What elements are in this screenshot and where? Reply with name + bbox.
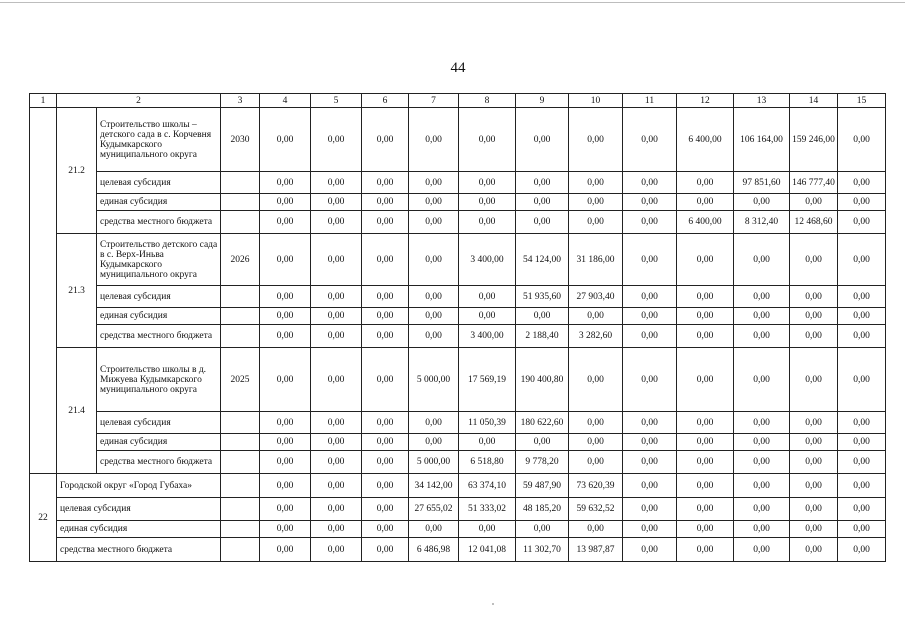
value-cell: 73 620,39	[569, 474, 623, 498]
value-cell: 0,00	[569, 412, 623, 434]
header-row	[30, 94, 886, 108]
value-cell: 0,00	[623, 211, 677, 234]
value-cell: 0,00	[409, 234, 459, 286]
year-cell	[221, 412, 260, 434]
year-cell	[221, 308, 260, 325]
year-cell	[221, 211, 260, 234]
value-cell: 0,00	[311, 434, 362, 451]
value-cell: 0,00	[311, 108, 362, 172]
value-cell: 0,00	[623, 498, 677, 521]
value-cell: 0,00	[790, 451, 838, 474]
value-cell: 0,00	[409, 434, 459, 451]
value-cell: 0,00	[734, 325, 790, 348]
value-cell: 106 164,00	[734, 108, 790, 172]
value-cell: 0,00	[790, 286, 838, 308]
value-cell: 2 188,40	[516, 325, 569, 348]
value-cell: 0,00	[677, 434, 734, 451]
value-cell: 0,00	[838, 521, 886, 538]
value-cell: 0,00	[459, 286, 516, 308]
value-cell: 0,00	[790, 234, 838, 286]
value-cell: 3 400,00	[459, 325, 516, 348]
value-cell: 0,00	[838, 451, 886, 474]
value-cell: 63 374,10	[459, 474, 516, 498]
year-cell	[221, 286, 260, 308]
value-cell: 12 468,60	[790, 211, 838, 234]
value-cell: 180 622,60	[516, 412, 569, 434]
value-cell: 0,00	[623, 108, 677, 172]
value-cell: 0,00	[677, 412, 734, 434]
value-cell: 0,00	[311, 538, 362, 562]
value-cell: 0,00	[409, 286, 459, 308]
value-cell: 0,00	[838, 308, 886, 325]
value-cell: 0,00	[569, 172, 623, 194]
value-cell: 0,00	[623, 172, 677, 194]
value-cell: 3 400,00	[459, 234, 516, 286]
header-cell: 5	[311, 94, 362, 108]
budget-table	[29, 93, 886, 562]
value-cell: 6 518,80	[459, 451, 516, 474]
funding-source: целевая субсидия	[97, 412, 221, 434]
value-cell: 0,00	[677, 474, 734, 498]
year-cell	[221, 194, 260, 211]
year-cell	[221, 538, 260, 562]
funding-row	[30, 451, 886, 474]
project-name: Строительство детского сада в с. Верх-Иньва Кудымкарского муниципального округа	[97, 234, 221, 286]
value-cell: 51 935,60	[516, 286, 569, 308]
project-row	[30, 348, 886, 412]
value-cell: 0,00	[677, 172, 734, 194]
value-cell: 0,00	[409, 172, 459, 194]
value-cell: 0,00	[838, 474, 886, 498]
value-cell: 0,00	[569, 451, 623, 474]
value-cell: 0,00	[362, 434, 409, 451]
value-cell: 0,00	[362, 308, 409, 325]
value-cell: 0,00	[311, 498, 362, 521]
value-cell: 0,00	[623, 451, 677, 474]
header-cell: 8	[459, 94, 516, 108]
value-cell: 0,00	[362, 172, 409, 194]
value-cell: 0,00	[569, 194, 623, 211]
value-cell: 0,00	[362, 498, 409, 521]
value-cell: 0,00	[362, 234, 409, 286]
value-cell: 0,00	[677, 498, 734, 521]
header-cell: 4	[260, 94, 311, 108]
value-cell: 0,00	[362, 348, 409, 412]
value-cell: 0,00	[362, 521, 409, 538]
value-cell: 59 487,90	[516, 474, 569, 498]
funding-row	[30, 286, 886, 308]
value-cell: 0,00	[623, 521, 677, 538]
header-cell: 9	[516, 94, 569, 108]
value-cell: 0,00	[569, 348, 623, 412]
value-cell: 159 246,00	[790, 108, 838, 172]
value-cell: 0,00	[569, 108, 623, 172]
value-cell: 0,00	[409, 412, 459, 434]
value-cell: 0,00	[677, 451, 734, 474]
value-cell: 0,00	[790, 348, 838, 412]
value-cell: 0,00	[516, 521, 569, 538]
value-cell: 97 851,60	[734, 172, 790, 194]
year-cell: 2025	[221, 348, 260, 412]
funding-source: единая субсидия	[97, 434, 221, 451]
value-cell: 0,00	[838, 194, 886, 211]
value-cell: 0,00	[362, 286, 409, 308]
value-cell: 0,00	[734, 348, 790, 412]
value-cell: 0,00	[569, 521, 623, 538]
value-cell: 0,00	[311, 412, 362, 434]
value-cell: 8 312,40	[734, 211, 790, 234]
value-cell: 0,00	[838, 211, 886, 234]
value-cell: 0,00	[409, 325, 459, 348]
value-cell: 0,00	[838, 412, 886, 434]
header-cell: 13	[734, 94, 790, 108]
value-cell: 146 777,40	[790, 172, 838, 194]
value-cell: 0,00	[838, 348, 886, 412]
value-cell: 31 186,00	[569, 234, 623, 286]
funding-source: средства местного бюджета	[57, 538, 221, 562]
value-cell: 0,00	[311, 211, 362, 234]
value-cell: 0,00	[838, 286, 886, 308]
value-cell: 5 000,00	[409, 451, 459, 474]
value-cell: 0,00	[516, 211, 569, 234]
funding-row	[30, 412, 886, 434]
value-cell: 0,00	[409, 521, 459, 538]
value-cell: 0,00	[516, 434, 569, 451]
year-cell	[221, 498, 260, 521]
funding-source: единая субсидия	[97, 194, 221, 211]
project-name: Строительство школы – детского сада в с. Корчевня Кудымкарского муниципального округа	[97, 108, 221, 172]
row-number: 21.4	[57, 348, 97, 474]
header-cell: 1	[30, 94, 57, 108]
value-cell: 27 655,02	[409, 498, 459, 521]
value-cell: 0,00	[677, 194, 734, 211]
value-cell: 0,00	[459, 108, 516, 172]
value-cell: 0,00	[459, 211, 516, 234]
value-cell: 0,00	[838, 538, 886, 562]
value-cell: 59 632,52	[569, 498, 623, 521]
funding-row	[30, 172, 886, 194]
value-cell: 0,00	[311, 325, 362, 348]
scan-speck	[492, 603, 494, 605]
value-cell: 0,00	[260, 521, 311, 538]
funding-source: средства местного бюджета	[97, 451, 221, 474]
value-cell: 0,00	[516, 108, 569, 172]
row-number: 22	[30, 474, 57, 562]
value-cell: 17 569,19	[459, 348, 516, 412]
value-cell: 5 000,00	[409, 348, 459, 412]
row-number: 21.2	[57, 108, 97, 234]
value-cell: 3 282,60	[569, 325, 623, 348]
funding-row	[30, 211, 886, 234]
value-cell: 51 333,02	[459, 498, 516, 521]
value-cell: 0,00	[838, 498, 886, 521]
value-cell: 0,00	[260, 308, 311, 325]
value-cell: 0,00	[790, 498, 838, 521]
value-cell: 0,00	[459, 308, 516, 325]
value-cell: 0,00	[734, 286, 790, 308]
value-cell: 0,00	[459, 521, 516, 538]
funding-row	[30, 521, 886, 538]
value-cell: 0,00	[838, 434, 886, 451]
district-row	[30, 474, 886, 498]
value-cell: 0,00	[516, 308, 569, 325]
header-cell: 11	[623, 94, 677, 108]
project-row	[30, 234, 886, 286]
value-cell: 6 486,98	[409, 538, 459, 562]
value-cell: 0,00	[623, 434, 677, 451]
value-cell: 0,00	[677, 234, 734, 286]
year-cell	[221, 451, 260, 474]
year-cell	[221, 474, 260, 498]
value-cell: 0,00	[260, 451, 311, 474]
value-cell: 0,00	[260, 474, 311, 498]
value-cell: 0,00	[362, 412, 409, 434]
value-cell: 0,00	[623, 308, 677, 325]
value-cell: 0,00	[260, 412, 311, 434]
value-cell: 9 778,20	[516, 451, 569, 474]
value-cell: 0,00	[362, 211, 409, 234]
value-cell: 0,00	[734, 521, 790, 538]
funding-source: целевая субсидия	[97, 172, 221, 194]
value-cell: 0,00	[409, 211, 459, 234]
funding-source: целевая субсидия	[57, 498, 221, 521]
value-cell: 0,00	[260, 211, 311, 234]
project-row	[30, 108, 886, 172]
header-cell: 6	[362, 94, 409, 108]
value-cell: 0,00	[409, 308, 459, 325]
value-cell: 0,00	[623, 234, 677, 286]
value-cell: 0,00	[569, 434, 623, 451]
value-cell: 0,00	[362, 108, 409, 172]
value-cell: 0,00	[260, 286, 311, 308]
funding-source: единая субсидия	[57, 521, 221, 538]
value-cell: 0,00	[409, 194, 459, 211]
value-cell: 48 185,20	[516, 498, 569, 521]
value-cell: 11 050,39	[459, 412, 516, 434]
value-cell: 12 041,08	[459, 538, 516, 562]
value-cell: 190 400,80	[516, 348, 569, 412]
value-cell: 0,00	[677, 308, 734, 325]
funding-source: целевая субсидия	[97, 286, 221, 308]
funding-row	[30, 308, 886, 325]
value-cell: 0,00	[790, 194, 838, 211]
value-cell: 0,00	[790, 325, 838, 348]
value-cell: 6 400,00	[677, 108, 734, 172]
value-cell: 0,00	[734, 234, 790, 286]
funding-row	[30, 498, 886, 521]
value-cell: 0,00	[260, 108, 311, 172]
funding-row	[30, 325, 886, 348]
row-number: 21.3	[57, 234, 97, 348]
value-cell: 11 302,70	[516, 538, 569, 562]
value-cell: 54 124,00	[516, 234, 569, 286]
value-cell: 0,00	[677, 538, 734, 562]
value-cell: 0,00	[790, 412, 838, 434]
year-cell	[221, 434, 260, 451]
section-21-cell	[30, 108, 57, 474]
value-cell: 0,00	[311, 348, 362, 412]
funding-row	[30, 194, 886, 211]
value-cell: 0,00	[734, 538, 790, 562]
value-cell: 0,00	[790, 434, 838, 451]
value-cell: 0,00	[362, 325, 409, 348]
year-cell	[221, 521, 260, 538]
value-cell: 0,00	[677, 286, 734, 308]
year-cell: 2030	[221, 108, 260, 172]
year-cell	[221, 172, 260, 194]
value-cell: 0,00	[516, 194, 569, 211]
value-cell: 0,00	[459, 194, 516, 211]
value-cell: 0,00	[260, 498, 311, 521]
value-cell: 0,00	[623, 348, 677, 412]
value-cell: 0,00	[260, 434, 311, 451]
header-cell: 3	[221, 94, 260, 108]
year-cell	[221, 325, 260, 348]
value-cell: 0,00	[311, 234, 362, 286]
value-cell: 0,00	[311, 474, 362, 498]
value-cell: 27 903,40	[569, 286, 623, 308]
header-cell: 15	[838, 94, 886, 108]
value-cell: 0,00	[260, 172, 311, 194]
value-cell: 13 987,87	[569, 538, 623, 562]
value-cell: 0,00	[260, 194, 311, 211]
value-cell: 0,00	[311, 308, 362, 325]
value-cell: 0,00	[311, 451, 362, 474]
value-cell: 0,00	[623, 474, 677, 498]
value-cell: 0,00	[516, 172, 569, 194]
value-cell: 0,00	[838, 172, 886, 194]
value-cell: 0,00	[790, 308, 838, 325]
value-cell: 0,00	[260, 325, 311, 348]
page-top-edge	[0, 2, 905, 3]
page-number: 44	[450, 60, 466, 76]
district-name: Городской округ «Город Губаха»	[57, 474, 221, 498]
value-cell: 0,00	[790, 538, 838, 562]
value-cell: 0,00	[459, 172, 516, 194]
funding-row	[30, 538, 886, 562]
header-cell: 7	[409, 94, 459, 108]
value-cell: 0,00	[311, 194, 362, 211]
value-cell: 0,00	[790, 521, 838, 538]
header-cell: 2	[57, 94, 221, 108]
value-cell: 0,00	[311, 172, 362, 194]
value-cell: 0,00	[734, 194, 790, 211]
value-cell: 6 400,00	[677, 211, 734, 234]
value-cell: 34 142,00	[409, 474, 459, 498]
value-cell: 0,00	[362, 474, 409, 498]
value-cell: 0,00	[362, 451, 409, 474]
value-cell: 0,00	[734, 474, 790, 498]
value-cell: 0,00	[838, 325, 886, 348]
value-cell: 0,00	[734, 412, 790, 434]
value-cell: 0,00	[734, 434, 790, 451]
value-cell: 0,00	[677, 521, 734, 538]
header-cell: 12	[677, 94, 734, 108]
value-cell: 0,00	[311, 521, 362, 538]
value-cell: 0,00	[260, 538, 311, 562]
value-cell: 0,00	[623, 194, 677, 211]
value-cell: 0,00	[569, 211, 623, 234]
value-cell: 0,00	[260, 234, 311, 286]
value-cell: 0,00	[362, 194, 409, 211]
value-cell: 0,00	[838, 108, 886, 172]
value-cell: 0,00	[623, 325, 677, 348]
funding-source: средства местного бюджета	[97, 211, 221, 234]
funding-row	[30, 434, 886, 451]
value-cell: 0,00	[838, 234, 886, 286]
value-cell: 0,00	[569, 308, 623, 325]
value-cell: 0,00	[362, 538, 409, 562]
value-cell: 0,00	[623, 286, 677, 308]
value-cell: 0,00	[623, 538, 677, 562]
funding-source: средства местного бюджета	[97, 325, 221, 348]
value-cell: 0,00	[459, 434, 516, 451]
value-cell: 0,00	[409, 108, 459, 172]
value-cell: 0,00	[311, 286, 362, 308]
value-cell: 0,00	[734, 451, 790, 474]
value-cell: 0,00	[790, 474, 838, 498]
funding-source: единая субсидия	[97, 308, 221, 325]
value-cell: 0,00	[677, 348, 734, 412]
value-cell: 0,00	[734, 498, 790, 521]
year-cell: 2026	[221, 234, 260, 286]
header-cell: 10	[569, 94, 623, 108]
header-cell: 14	[790, 94, 838, 108]
project-name: Строительство школы в д. Мижуева Кудымкарского муниципального округа	[97, 348, 221, 412]
value-cell: 0,00	[623, 412, 677, 434]
value-cell: 0,00	[734, 308, 790, 325]
value-cell: 0,00	[677, 325, 734, 348]
value-cell: 0,00	[260, 348, 311, 412]
